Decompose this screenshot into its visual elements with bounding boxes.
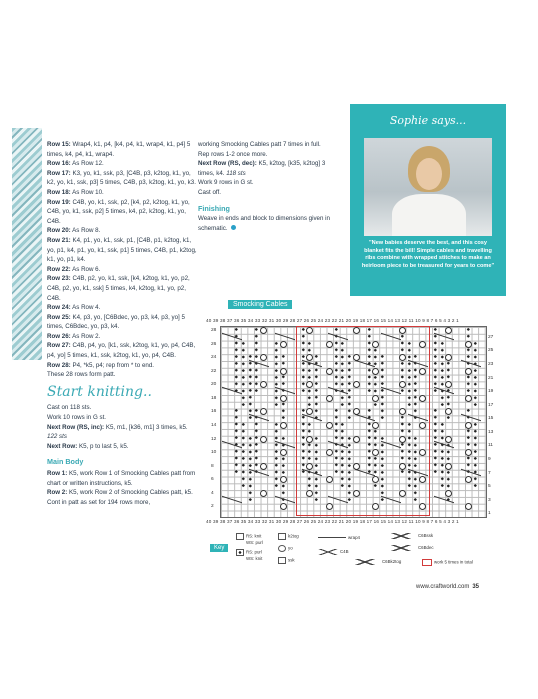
yo-symbol bbox=[326, 341, 333, 348]
row-label: Row 21: bbox=[47, 236, 71, 244]
row-label: Row 16: bbox=[47, 160, 71, 168]
chart-column-numbers-bottom: 40 39 38 37 36 35 34 33 32 31 30 29 28 27 26 25 24 23 22 21 20 19 18 17 16 15 14 13 12 11 10 9 8 7 6 5 4 3 2 1 bbox=[206, 519, 459, 524]
row-label: Row 26: bbox=[47, 332, 71, 340]
row-label: Row 27: bbox=[47, 342, 71, 350]
row-text: As Row 2. bbox=[72, 332, 101, 340]
yo-symbol bbox=[260, 354, 267, 361]
yo-symbol bbox=[399, 490, 406, 497]
continue-text: Cont in patt as set for 194 rows more, bbox=[47, 498, 151, 506]
chart-row-number: 10 bbox=[211, 450, 217, 456]
row-label: Row 20: bbox=[47, 227, 71, 235]
c6bdec-icon bbox=[386, 545, 416, 551]
key-yo: yo bbox=[278, 545, 293, 552]
chart-row-number: 18 bbox=[211, 395, 217, 401]
yo-symbol bbox=[306, 463, 313, 470]
yo-symbol bbox=[306, 436, 313, 443]
chart-row-number: 15 bbox=[488, 416, 494, 422]
chart-row-number: 27 bbox=[488, 334, 494, 340]
chart-row-number: 25 bbox=[488, 348, 494, 354]
row-text: K5, m1, [k36, m1] 3 times, k5. bbox=[105, 423, 188, 431]
yo-symbol bbox=[399, 436, 406, 443]
chart-row-number: 5 bbox=[488, 484, 491, 490]
key-c6bssk: C6Bssk bbox=[386, 533, 433, 539]
yo-symbol bbox=[372, 341, 379, 348]
row-label: Row 19: bbox=[47, 198, 71, 206]
row-label: Next Row (RS, dec): bbox=[198, 160, 257, 168]
row-text: K5, work Row 1 of Smocking Cables patt from chart or written instructions, k5. bbox=[47, 470, 196, 487]
chart-row-number: 6 bbox=[211, 477, 214, 483]
purl-dots bbox=[333, 407, 339, 475]
chart-row-number: 26 bbox=[211, 341, 217, 347]
chart-row-number: 22 bbox=[211, 368, 217, 374]
yo-symbol bbox=[260, 381, 267, 388]
row-label: Row 18: bbox=[47, 188, 71, 196]
row-text: K5, p to last 5, k5. bbox=[79, 442, 129, 450]
chart-title: Smocking Cables bbox=[228, 300, 292, 309]
key-title: Key bbox=[210, 544, 228, 552]
purl-dots bbox=[233, 407, 239, 475]
purl-dots bbox=[346, 353, 352, 421]
chart-row-number: 14 bbox=[211, 423, 217, 428]
row-label: Row 2: bbox=[47, 489, 68, 497]
chart-row-number: 11 bbox=[488, 443, 493, 449]
continue-text: working Smocking Cables patt 7 times in full. bbox=[198, 141, 321, 148]
chart-row-number: 12 bbox=[211, 436, 217, 442]
yo-symbol bbox=[419, 395, 426, 402]
chart-row-number: 16 bbox=[211, 409, 217, 415]
row-text: As Row 12. bbox=[72, 160, 104, 168]
purl-dots bbox=[406, 421, 412, 489]
wrap4-icon bbox=[318, 537, 346, 538]
chart-row-number: 3 bbox=[488, 497, 491, 503]
yo-symbol bbox=[353, 436, 360, 443]
start-knitting-heading: Start knitting.. bbox=[47, 383, 152, 400]
row-label: Next Row: bbox=[47, 442, 78, 450]
row-text: C4B, yo, k1, ssk, p2, [k4, p2, k2tog, k1, yo, C4B, yo, k1, ssk, p2] 5 times, k4, p2, k2tog, k1, yo, C4B. bbox=[47, 198, 190, 225]
chart-row-number: 17 bbox=[488, 402, 494, 408]
repeat-box-icon bbox=[422, 559, 432, 566]
purl-symbol-icon bbox=[236, 549, 244, 556]
key-k2tog: k2tog bbox=[278, 533, 299, 540]
row-label: Row 22: bbox=[47, 265, 71, 273]
stitch-count: 122 sts bbox=[47, 433, 67, 441]
stitch-count: 118 sts bbox=[226, 169, 246, 177]
c6bssk-icon bbox=[386, 533, 416, 539]
purl-dots bbox=[439, 421, 445, 489]
row-text: As Row 10. bbox=[72, 188, 104, 196]
sophie-says-box bbox=[350, 104, 506, 296]
row-text: As Row 4. bbox=[72, 304, 101, 312]
knit-symbol-icon bbox=[236, 533, 244, 540]
chart-row-number: 13 bbox=[488, 429, 494, 435]
yo-symbol bbox=[419, 449, 426, 456]
chart-row-number: 23 bbox=[488, 361, 494, 367]
c6bk2tog-icon bbox=[350, 559, 380, 565]
chart-row-number: 24 bbox=[211, 355, 217, 361]
row-text: K4, p3, yo, [C6Bdec, yo, p3, k4, p3, yo] 5 times, C6Bdec, yo, p3, k4. bbox=[47, 313, 185, 331]
sophie-quote: "New babies deserve the best, and this cosy blanket fits the bill! Simple cables and travelling ribs combine with wrapped stitches to make an heirloom piece to be treasured for years to come" bbox=[361, 240, 495, 269]
yo-symbol bbox=[326, 395, 333, 402]
row-label: Row 28: bbox=[47, 361, 71, 369]
yo-icon bbox=[278, 545, 286, 552]
row-text: Wrap4, k1, p4, [k4, p4, k1, wrap4, k1, p4] 5 times, k4, p4, k1, wrap4. bbox=[47, 141, 191, 158]
main-body-heading: Main Body bbox=[47, 457, 84, 467]
cast-off-text: Cast off. bbox=[198, 188, 221, 196]
purl-dots bbox=[253, 326, 259, 394]
row-label: Row 23: bbox=[47, 275, 71, 283]
yo-symbol bbox=[280, 476, 287, 483]
chart-row-number: 20 bbox=[211, 382, 217, 388]
purl-dots bbox=[366, 326, 372, 394]
yo-symbol bbox=[260, 463, 267, 470]
yo-symbol bbox=[280, 368, 287, 375]
yo-symbol bbox=[445, 436, 452, 443]
yo-symbol bbox=[306, 490, 313, 497]
row-label: Row 25: bbox=[47, 313, 71, 321]
purl-dots bbox=[406, 340, 412, 408]
yo-symbol bbox=[326, 368, 333, 375]
row-label: Row 17: bbox=[47, 169, 71, 177]
yo-symbol bbox=[260, 436, 267, 443]
purl-dots bbox=[240, 421, 246, 489]
row-text: P4, *k5, p4; rep from * to end. bbox=[72, 361, 154, 369]
yo-symbol bbox=[399, 327, 406, 334]
sophie-title: Sophie says... bbox=[389, 114, 467, 127]
row-text: K4, p1, yo, k1, ssk, p1, [C4B, p1, k2tog, k1, yo, p1, k4, p1, yo, k1, ssk, p1] 5 times, C4B, p1, k2tog, k1, yo, p1, k4. bbox=[47, 236, 197, 264]
cast-on-text: Cast on 118 sts. bbox=[47, 404, 92, 412]
key-ssk: ssk bbox=[278, 557, 295, 564]
row-text: As Row 8. bbox=[72, 227, 101, 235]
row-label: Row 15: bbox=[47, 141, 71, 148]
chart-row-number: 1 bbox=[488, 511, 491, 517]
work-rows-text: Work 9 rows in G st. bbox=[198, 179, 254, 187]
row-text: C4B, p4, yo, [k1, ssk, k2tog, k1, yo, p4, C4B, p4, yo] 5 times, k1, ssk, k2tog, k1, yo, p4, C4B. bbox=[47, 342, 196, 360]
chart-row-number: 8 bbox=[211, 463, 214, 469]
yo-symbol bbox=[399, 463, 406, 470]
purl-dots bbox=[280, 353, 286, 421]
chart-column-numbers-top: 40 39 38 37 36 35 34 33 32 31 30 29 28 27 26 25 24 23 22 21 20 19 18 17 16 15 14 13 12 11 10 9 8 7 6 5 4 3 2 1 bbox=[206, 318, 459, 323]
photo-shirt bbox=[392, 194, 466, 236]
purl-dots bbox=[306, 340, 312, 408]
row-text: K3, yo, k1, ssk, p3, [C4B, p3, k2tog, k1, yo, k2, yo, k1, ssk, p3] 5 times, C4B, p3, k2tog, k1, yo, k3. bbox=[47, 169, 196, 187]
ssk-icon bbox=[278, 557, 286, 564]
chart-row-number: 19 bbox=[488, 389, 494, 395]
key-purl: RS: purl WS: knit bbox=[236, 549, 262, 561]
yo-symbol bbox=[326, 422, 333, 429]
purl-dots bbox=[412, 435, 418, 503]
work-rows-text: Work 10 rows in G st. bbox=[47, 414, 107, 422]
row-text: K5, k2tog, [k35, k2tog] 3 times, k4. bbox=[198, 160, 326, 177]
chart-row-number: 2 bbox=[211, 504, 214, 510]
c4b-icon bbox=[318, 549, 338, 555]
row-text: K5, work Row 2 of Smocking Cables patt, k5. bbox=[69, 489, 193, 497]
rows-note: These 28 rows form patt. bbox=[47, 371, 116, 379]
yo-symbol bbox=[465, 395, 472, 402]
chart-key bbox=[236, 533, 498, 573]
yo-symbol bbox=[260, 490, 267, 497]
key-c4b: C4B bbox=[318, 549, 349, 555]
yo-symbol bbox=[353, 490, 360, 497]
key-repeat: work 5 times in total bbox=[422, 559, 473, 566]
key-c6bk2tog: C6Bk2tog bbox=[350, 559, 401, 565]
repeat-text: Rep rows 1-2 once more. bbox=[198, 150, 268, 158]
yo-symbol bbox=[419, 341, 426, 348]
yo-symbol bbox=[280, 422, 287, 429]
purl-dots bbox=[273, 340, 279, 408]
knit-texture-strip bbox=[12, 128, 42, 360]
chart-row-number: 21 bbox=[488, 375, 494, 381]
yo-symbol bbox=[399, 354, 406, 361]
footer-url: www.craftworld.com bbox=[416, 584, 470, 590]
yo-symbol bbox=[353, 381, 360, 388]
purl-dots bbox=[472, 340, 478, 408]
row-text: As Row 6. bbox=[72, 265, 101, 273]
row-text: C4B, p2, yo, k1, ssk, [k4, k2tog, k1, yo, p2, C4B, p2, yo, k1, ssk] 5 times, k4, k2tog, k1, yo, p2, C4B. bbox=[47, 275, 190, 302]
row-label: Row 24: bbox=[47, 304, 71, 312]
yo-symbol bbox=[445, 463, 452, 470]
yo-symbol bbox=[353, 327, 360, 334]
purl-dots bbox=[313, 435, 319, 503]
k2tog-icon bbox=[278, 533, 286, 540]
chart-row-number: 9 bbox=[488, 456, 491, 462]
purl-dots bbox=[346, 435, 352, 503]
photo-face bbox=[416, 158, 442, 190]
page-footer bbox=[416, 584, 479, 590]
purl-dots bbox=[273, 421, 279, 489]
pattern-column-1 bbox=[47, 140, 197, 507]
key-wrap4: wrap4 bbox=[318, 535, 360, 540]
purl-dots bbox=[465, 326, 471, 394]
pattern-column-2 bbox=[198, 140, 343, 233]
chart-row-number: 7 bbox=[488, 470, 491, 476]
sophie-photo bbox=[364, 138, 492, 236]
end-bullet-icon bbox=[231, 225, 236, 230]
yo-symbol bbox=[465, 341, 472, 348]
key-c6bdec: C6Bdec bbox=[386, 545, 434, 551]
chart-row-number: 28 bbox=[211, 328, 217, 333]
chart-row-number: 4 bbox=[211, 490, 214, 496]
row-label: Next Row (RS, inc): bbox=[47, 423, 105, 431]
purl-dots bbox=[339, 421, 345, 489]
key-knit: RS: knit WS: purl bbox=[236, 533, 263, 545]
yo-symbol bbox=[260, 327, 267, 334]
finishing-heading: Finishing bbox=[198, 203, 230, 213]
finishing-text: Weave in ends and block to dimensions given in schematic. bbox=[198, 215, 330, 232]
row-label: Row 1: bbox=[47, 470, 68, 477]
page-number: 35 bbox=[472, 584, 480, 590]
